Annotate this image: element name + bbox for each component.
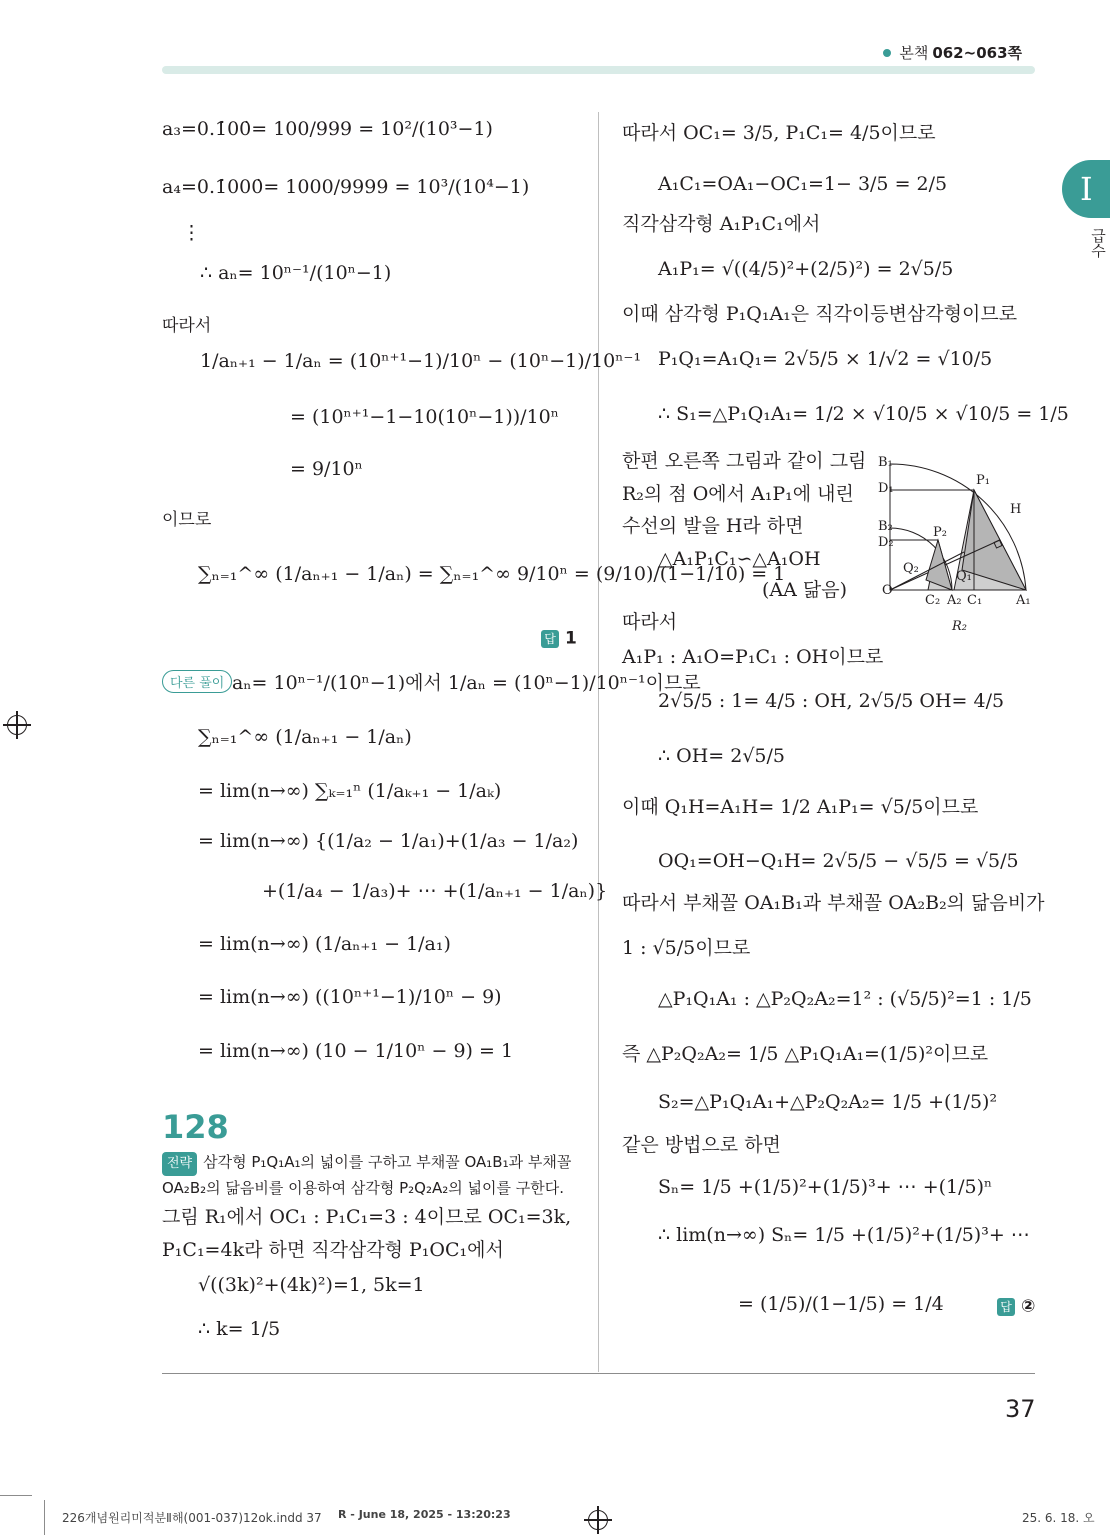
label-p1: P₁ xyxy=(976,473,990,488)
r-line-3: 직각삼각형 A₁P₁C₁에서 xyxy=(622,213,821,235)
strategy-line-1: 삼각형 P₁Q₁A₁의 넓이를 구하고 부채꼴 OA₁B₁과 부채꼴 xyxy=(203,1153,572,1171)
answer-badge: 답 xyxy=(541,630,559,648)
footer-crop-line xyxy=(0,1495,32,1496)
chapter-tab xyxy=(1062,160,1110,218)
label-b1: B₁ xyxy=(878,455,893,470)
alt-line-7: = lim(n→∞) ((10ⁿ⁺¹−1)/10ⁿ − 9) xyxy=(198,986,502,1008)
r-line-11: △A₁P₁C₁∽△A₁OH xyxy=(658,548,821,570)
strategy-badge: 전략 xyxy=(162,1152,197,1176)
label-c2: C₂ xyxy=(925,593,941,608)
alt-line-5: +(1/a₄ − 1/a₃)+ ⋯ +(1/aₙ₊₁ − 1/aₙ)} xyxy=(262,880,608,902)
r-line-20: 1 : √5/5이므로 xyxy=(622,937,751,959)
r-line-6: P₁Q₁=A₁Q₁= 2√5/5 × 1/√2 = √10/5 xyxy=(658,348,993,370)
r-line-13: 따라서 xyxy=(622,611,678,633)
r-line-27: = (1/5)/(1−1/5) = 1/4 xyxy=(738,1293,944,1315)
problem-number: 128 xyxy=(162,1108,229,1146)
label-q1: Q₁ xyxy=(956,569,972,584)
r-line-23: S₂=△P₁Q₁A₁+△P₂Q₂A₂= 1/5 +(1/5)² xyxy=(658,1091,998,1113)
eq-series-sum: ∑ₙ₌₁^∞ (1/aₙ₊₁ − 1/aₙ) = ∑ₙ₌₁^∞ 9/10ⁿ = (9/10)/(1−1/10) = 1 xyxy=(198,563,786,585)
footer-stamp: R - June 18, 2025 - 13:20:23 xyxy=(338,1508,511,1521)
r-line-16: ∴ OH= 2√5/5 xyxy=(658,745,786,767)
answer-value: ② xyxy=(1021,1296,1036,1317)
alt-solution-badge xyxy=(162,670,232,693)
chapter-roman: I xyxy=(1080,170,1093,208)
page-range: 062~063쪽 xyxy=(932,44,1022,62)
r-line-7: ∴ S₁=△P₁Q₁A₁= 1/2 × √10/5 × √10/5 = 1/5 xyxy=(658,403,1069,425)
text-therefore: 따라서 xyxy=(162,316,212,336)
figure-caption: R₂ xyxy=(952,619,967,634)
alt-line-6: = lim(n→∞) (1/aₙ₊₁ − 1/a₁) xyxy=(198,933,451,955)
r-line-8: 한편 오른쪽 그림과 같이 그림 xyxy=(622,450,867,472)
figure-r2 xyxy=(870,448,1040,638)
p128-line-4: ∴ k= 1/5 xyxy=(198,1318,281,1340)
label-d2: D₂ xyxy=(878,535,894,550)
alt-line-1: aₙ= 10ⁿ⁻¹/(10ⁿ−1)에서 1/aₙ = (10ⁿ−1)/10ⁿ⁻¹이므로 xyxy=(232,672,701,694)
r-line-14: A₁P₁ : A₁O=P₁C₁ : OH이므로 xyxy=(622,646,884,668)
r-line-5: 이때 삼각형 P₁Q₁A₁은 직각이등변삼각형이므로 xyxy=(622,303,1018,325)
r-line-1: 따라서 OC₁= 3/5, P₁C₁= 4/5이므로 xyxy=(622,122,936,144)
header-bar xyxy=(162,66,1035,74)
bottom-rule xyxy=(162,1373,1035,1374)
answer-value: 1 xyxy=(565,628,577,649)
r-line-17: 이때 Q₁H=A₁H= 1/2 A₁P₁= √5/5이므로 xyxy=(622,796,979,818)
r-line-4: A₁P₁= √((4/5)²+(2/5)²) = 2√5/5 xyxy=(658,258,954,280)
footer-crop-tick xyxy=(44,1500,45,1535)
vdots: ⋮ xyxy=(182,222,201,244)
label-o: O xyxy=(882,583,893,598)
r-line-24: 같은 방법으로 하면 xyxy=(622,1134,781,1156)
r-line-9: R₂의 점 O에서 A₁P₁에 내린 xyxy=(622,483,854,505)
r-line-19: 따라서 부채꼴 OA₁B₁과 부채꼴 OA₂B₂의 닮음비가 xyxy=(622,892,1045,914)
answer-128 xyxy=(997,1296,1035,1317)
eq-an: ∴ aₙ= 10ⁿ⁻¹/(10ⁿ−1) xyxy=(200,262,392,284)
p128-line-2: P₁C₁=4k라 하면 직각삼각형 P₁OC₁에서 xyxy=(162,1239,504,1261)
eq-a3: a₃=0.1̇00̇= 100/999 = 10²/(10³−1) xyxy=(162,118,493,140)
text-imeuro: 이므로 xyxy=(162,510,212,530)
p128-line-1: 그림 R₁에서 OC₁ : P₁C₁=3 : 4이므로 OC₁=3k, xyxy=(162,1206,572,1228)
registration-mark-left xyxy=(7,715,27,735)
label-h: H xyxy=(1010,502,1022,517)
label-c1: C₁ xyxy=(967,593,983,608)
r-line-10: 수선의 발을 H라 하면 xyxy=(622,515,804,537)
alt-solution-label: 다른 풀이 xyxy=(162,670,232,693)
segment-o-p2 xyxy=(890,552,964,590)
label-p2: P₂ xyxy=(933,525,947,540)
r-line-15: 2√5/5 : 1= 4/5 : OH, 2√5/5 OH= 4/5 xyxy=(658,690,1005,712)
eq-diff-2: = (10ⁿ⁺¹−1−10(10ⁿ−1))/10ⁿ xyxy=(290,406,559,428)
r-line-12: (AA 닮음) xyxy=(762,579,848,601)
chapter-name: 급수 xyxy=(1089,228,1107,258)
r-line-21: △P₁Q₁A₁ : △P₂Q₂A₂=1² : (√5/5)²=1 : 1/5 xyxy=(658,988,1032,1010)
label-q2: Q₂ xyxy=(903,561,919,576)
eq-diff-3: = 9/10ⁿ xyxy=(290,458,363,480)
alt-line-2: ∑ₙ₌₁^∞ (1/aₙ₊₁ − 1/aₙ) xyxy=(198,726,412,748)
r-line-22: 즉 △P₂Q₂A₂= 1/5 △P₁Q₁A₁=(1/5)²이므로 xyxy=(622,1043,989,1065)
alt-line-8: = lim(n→∞) (10 − 1/10ⁿ − 9) = 1 xyxy=(198,1040,514,1062)
footer-file-name: 226개념원리미적분Ⅱ해(001-037)12ok.indd 37 xyxy=(62,1511,322,1525)
answer-127 xyxy=(541,628,577,649)
p128-line-3: √((3k)²+(4k)²)=1, 5k=1 xyxy=(198,1274,425,1296)
strategy-line-2: OA₂B₂의 닮음비를 이용하여 삼각형 P₂Q₂A₂의 넓이를 구한다. xyxy=(162,1179,564,1197)
r-line-25: Sₙ= 1/5 +(1/5)²+(1/5)³+ ⋯ +(1/5)ⁿ xyxy=(658,1176,993,1198)
answer-badge: 답 xyxy=(997,1298,1015,1316)
label-a2: A₂ xyxy=(947,593,962,608)
strategy xyxy=(162,1150,571,1200)
page-reference xyxy=(883,42,1022,63)
page-number: 37 xyxy=(1005,1395,1036,1423)
book-label: 본책 xyxy=(899,44,929,62)
bullet-icon xyxy=(883,49,891,57)
eq-diff-1: 1/aₙ₊₁ − 1/aₙ = (10ⁿ⁺¹−1)/10ⁿ − (10ⁿ−1)/10ⁿ⁻¹ xyxy=(200,350,642,372)
r-line-26: ∴ lim(n→∞) Sₙ= 1/5 +(1/5)²+(1/5)³+ ⋯ xyxy=(658,1224,1030,1246)
alt-line-4: = lim(n→∞) {(1/a₂ − 1/a₁)+(1/a₃ − 1/a₂) xyxy=(198,830,579,852)
r-line-18: OQ₁=OH−Q₁H= 2√5/5 − √5/5 = √5/5 xyxy=(658,850,1019,872)
column-divider xyxy=(598,112,599,1372)
eq-a4: a₄=0.1̇000̇= 1000/9999 = 10³/(10⁴−1) xyxy=(162,176,530,198)
r-line-2: A₁C₁=OA₁−OC₁=1− 3/5 = 2/5 xyxy=(658,173,948,195)
label-b2: B₂ xyxy=(878,519,893,534)
alt-line-3: = lim(n→∞) ∑ₖ₌₁ⁿ (1/aₖ₊₁ − 1/aₖ) xyxy=(198,780,502,802)
footer-date: 25. 6. 18. 오 xyxy=(1022,1511,1095,1525)
label-d1: D₁ xyxy=(878,481,894,496)
registration-mark-bottom xyxy=(588,1510,608,1530)
label-a1: A₁ xyxy=(1016,593,1031,608)
